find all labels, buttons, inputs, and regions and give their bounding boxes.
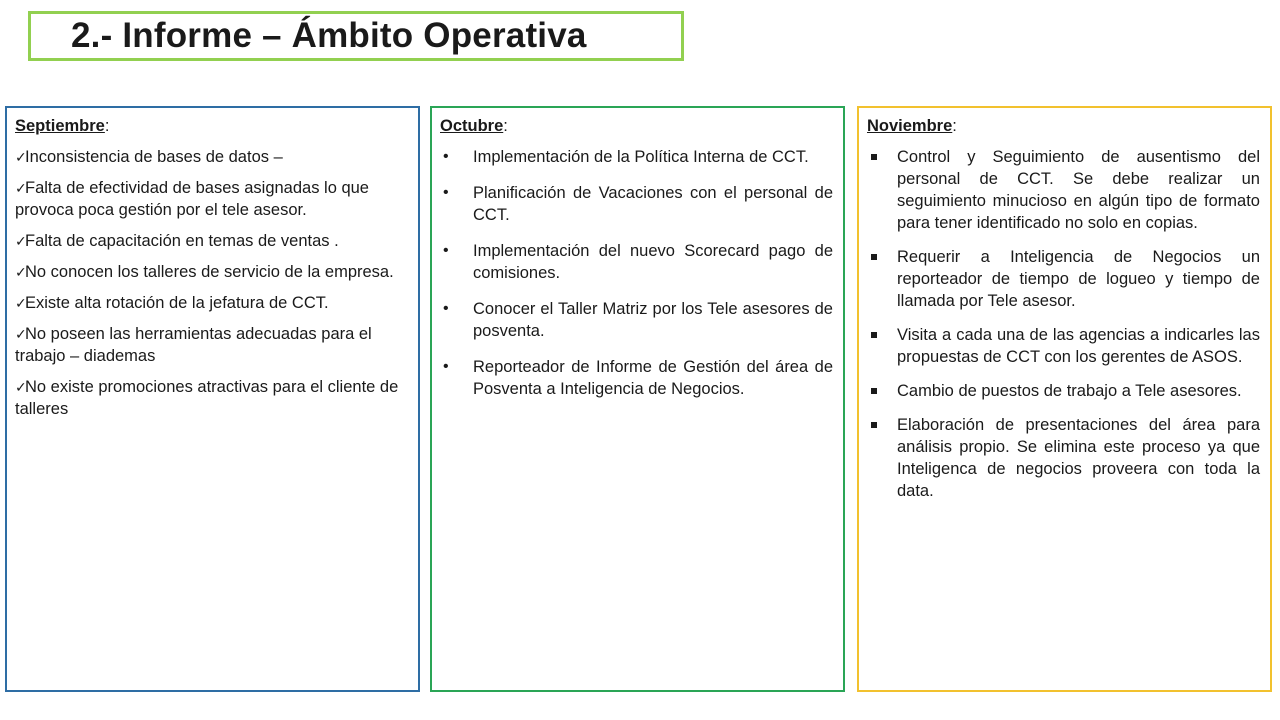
list-item: Requerir a Inteligencia de Negocios un reporteador de tiempo de logueo y tiempo de llamada por Tele asesor.	[867, 246, 1260, 312]
list-item: • Planificación de Vacaciones con el personal de CCT.	[443, 184, 833, 224]
square-bullet-icon	[871, 254, 877, 260]
column-septiembre	[5, 106, 420, 692]
octubre-list	[440, 146, 833, 400]
list-item: Control y Seguimiento de ausentismo del personal de CCT. Se debe realizar un seguimiento minucioso en algún tipo de formato para tener identificado no solo en copias.	[867, 146, 1260, 234]
month-heading-octubre: Octubre:	[440, 117, 508, 135]
column-noviembre	[857, 106, 1272, 692]
checkmark-icon: ✓	[15, 149, 27, 165]
list-item: ✓Falta de efectividad de bases asignadas lo que provoca poca gestión por el tele asesor.	[15, 179, 369, 219]
round-bullet-icon: •	[443, 148, 449, 165]
round-bullet-icon: •	[443, 184, 449, 201]
month-label: Noviembre	[867, 117, 953, 135]
square-bullet-icon	[871, 388, 877, 394]
checkmark-icon: ✓	[15, 326, 27, 342]
column-octubre	[430, 106, 845, 692]
septiembre-list	[15, 146, 410, 420]
list-item: Elaboración de presentaciones del área para análisis propio. Se elimina este proceso ya que Inteligenca de negocios proveera con toda la data.	[867, 414, 1260, 502]
list-item: • Conocer el Taller Matriz por los Tele asesores de posventa.	[443, 300, 833, 340]
round-bullet-icon: •	[443, 358, 449, 375]
round-bullet-icon: •	[443, 242, 449, 259]
list-item: ✓Falta de capacitación en temas de ventas .	[15, 232, 339, 250]
round-bullet-icon: •	[443, 300, 449, 317]
square-bullet-icon	[871, 154, 877, 160]
list-item: ✓Existe alta rotación de la jefatura de CCT.	[15, 294, 329, 312]
list-item: • Reporteador de Informe de Gestión del área de Posventa a Inteligencia de Negocios.	[443, 358, 833, 398]
month-label: Octubre	[440, 117, 504, 135]
list-item: Cambio de puestos de trabajo a Tele asesores.	[867, 380, 1260, 402]
checkmark-icon: ✓	[15, 180, 27, 196]
checkmark-icon: ✓	[15, 264, 27, 280]
title-box	[28, 11, 684, 61]
month-heading-noviembre: Noviembre:	[867, 117, 957, 135]
list-item: Visita a cada una de las agencias a indicarles las propuestas de CCT con los gerentes de ASOS.	[867, 324, 1260, 368]
square-bullet-icon	[871, 422, 877, 428]
month-heading-septiembre: Septiembre:	[15, 117, 110, 135]
list-item: • Implementación de la Política Interna de CCT.	[443, 148, 809, 166]
list-item: • Implementación del nuevo Scorecard pago de comisiones.	[443, 242, 833, 282]
page-title: 2.- Informe – Ámbito Operativa	[71, 16, 587, 55]
list-item: ✓Inconsistencia de bases de datos –	[15, 148, 283, 166]
month-label: Septiembre	[15, 117, 105, 135]
noviembre-list	[867, 146, 1260, 502]
checkmark-icon: ✓	[15, 379, 27, 395]
square-bullet-icon	[871, 332, 877, 338]
list-item: ✓No conocen los talleres de servicio de la empresa.	[15, 263, 394, 281]
list-item: ✓No poseen las herramientas adecuadas para el trabajo – diademas	[15, 325, 372, 365]
checkmark-icon: ✓	[15, 233, 27, 249]
list-item: ✓No existe promociones atractivas para el cliente de talleres	[15, 378, 399, 418]
checkmark-icon: ✓	[15, 295, 27, 311]
